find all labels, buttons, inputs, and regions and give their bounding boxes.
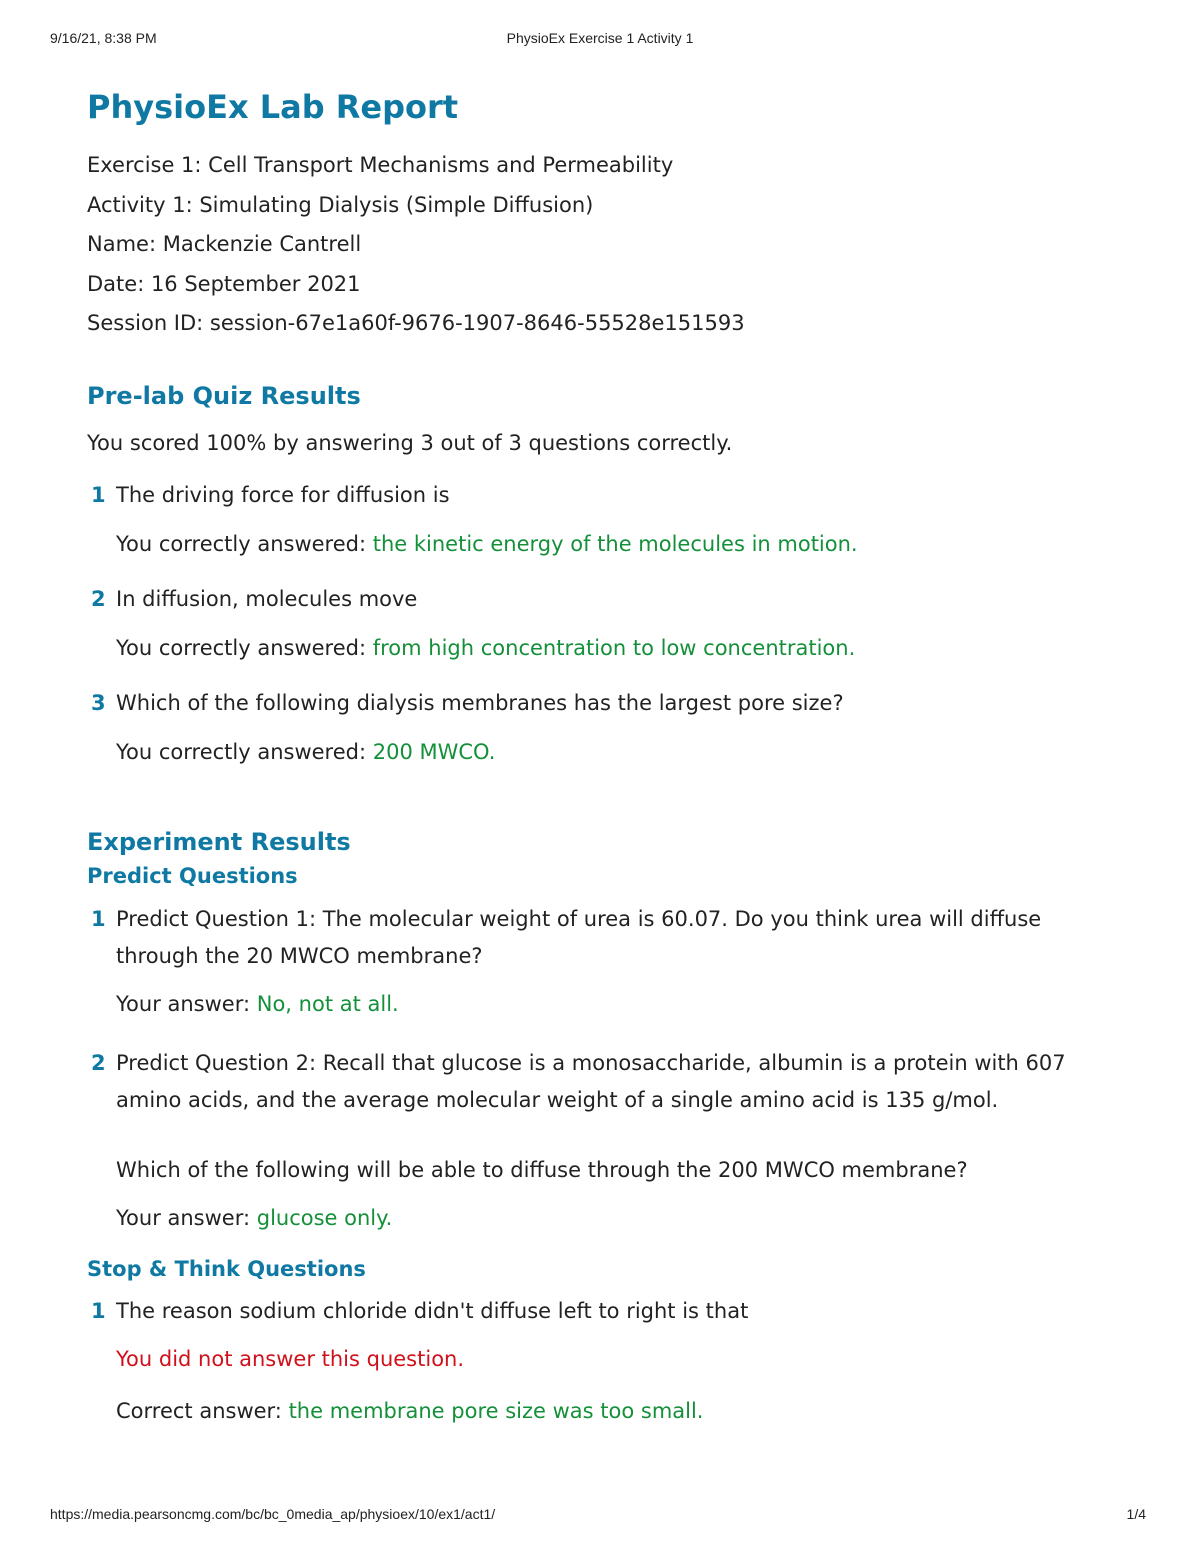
question-text-continued: Which of the following will be able to diffuse through the 200 MWCO membrane?: [116, 1158, 968, 1182]
experiment-heading: Experiment Results: [87, 828, 351, 856]
page-number: 1/4: [1126, 1506, 1146, 1522]
answer-prefix: You correctly answered:: [116, 532, 373, 556]
answer-text: 200 MWCO.: [372, 740, 496, 764]
unanswered-status: You did not answer this question.: [116, 1347, 465, 1371]
answer-prefix: You correctly answered:: [116, 740, 373, 764]
prelab-question: [87, 477, 1127, 559]
question-number: 1: [91, 483, 106, 507]
answer-text: No, not at all.: [256, 992, 399, 1016]
prelab-score: You scored 100% by answering 3 out of 3 questions correctly.: [87, 431, 733, 455]
prelab-question: [87, 581, 1127, 663]
report-meta: [87, 146, 1127, 344]
name-line: Name: Mackenzie Cantrell: [87, 232, 362, 256]
print-datetime: 9/16/21, 8:38 PM: [50, 30, 157, 46]
correct-answer: the membrane pore size was too small.: [288, 1399, 704, 1423]
exercise-line: Exercise 1: Cell Transport Mechanisms and Permeability: [87, 153, 674, 177]
print-title: PhysioEx Exercise 1 Activity 1: [506, 30, 694, 46]
page-url: https://media.pearsoncmg.com/bc/bc_0media_ap/physioex/10/ex1/act1/: [50, 1506, 496, 1522]
answer-prefix: You correctly answered:: [116, 636, 373, 660]
answer-prefix: Your answer:: [116, 1206, 257, 1230]
stop-think-heading: Stop & Think Questions: [87, 1257, 366, 1281]
answer-text: the kinetic energy of the molecules in motion.: [372, 532, 858, 556]
stop-think-question: [87, 1293, 1127, 1426]
predict-heading: Predict Questions: [87, 864, 298, 888]
activity-line: Activity 1: Simulating Dialysis (Simple Diffusion): [87, 192, 594, 217]
report-title: PhysioEx Lab Report: [87, 88, 459, 126]
correct-prefix: Correct answer:: [116, 1399, 289, 1423]
experiment-section: [87, 828, 1127, 1426]
prelab-section: [87, 382, 1127, 767]
question-number: 2: [91, 1051, 106, 1075]
question-text: The reason sodium chloride didn't diffuse left to right is that: [116, 1299, 749, 1323]
question-text: In diffusion, molecules move: [116, 587, 418, 611]
question-text: Which of the following dialysis membranes has the largest pore size?: [116, 691, 844, 715]
session-line: Session ID: session-67e1a60f-9676-1907-8646-55528e151593: [87, 311, 745, 335]
prelab-question: [87, 685, 1127, 767]
question-number: 1: [91, 1299, 106, 1323]
predict-question: [87, 1045, 1127, 1233]
question-text: The driving force for diffusion is: [116, 483, 450, 507]
answer-text: glucose only.: [256, 1206, 393, 1230]
date-line: Date: 16 September 2021: [87, 271, 361, 296]
report-content: [87, 84, 1127, 344]
question-number: 2: [91, 587, 106, 611]
prelab-heading: Pre-lab Quiz Results: [87, 382, 361, 410]
question-number: 3: [91, 691, 106, 715]
question-text: Predict Question 2: Recall that glucose is a monosaccharide, albumin is a protein with 607 amino acids, and the average molecular weight of a single amino acid is 135 g/mol.: [116, 1051, 1066, 1112]
question-text: Predict Question 1: The molecular weight of urea is 60.07. Do you think urea will diffuse through the 20 MWCO membrane?: [116, 907, 1042, 968]
predict-question: [87, 901, 1127, 1019]
question-number: 1: [91, 907, 106, 931]
answer-prefix: Your answer:: [116, 992, 257, 1016]
answer-text: from high concentration to low concentration.: [372, 636, 856, 660]
